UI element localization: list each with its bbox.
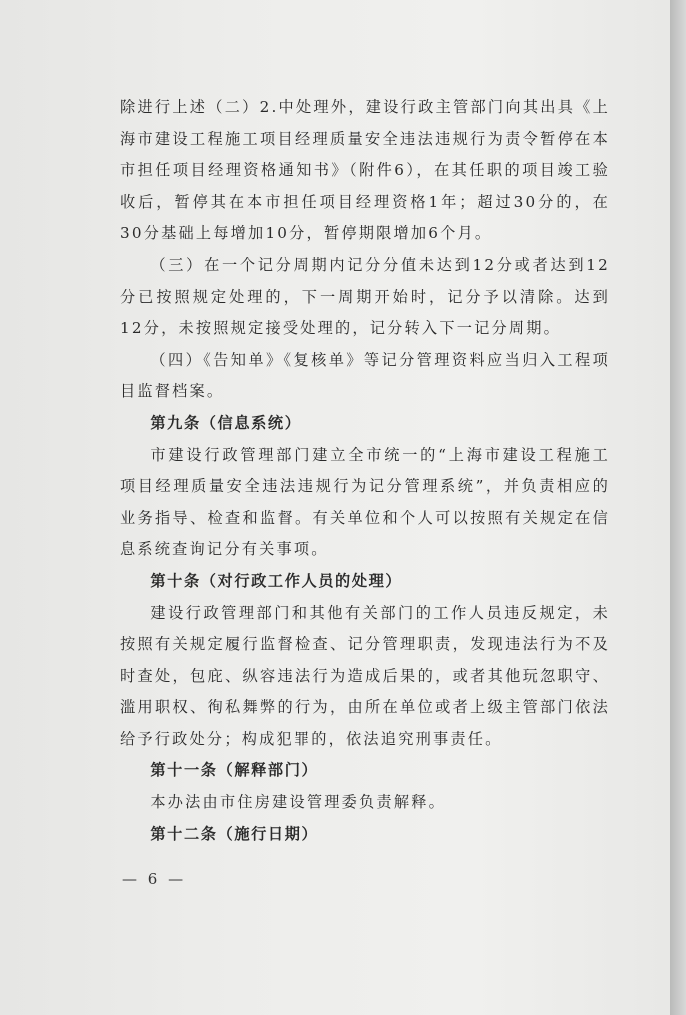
article-9-body: 市建设行政管理部门建立全市统一的“上海市建设工程施工项目经理质量安全违法违规行为记分管理系统”，并负责相应的业务指导、检查和监督。有关单位和个人可以按照有关规定在信息系统查询记分有关事项。 — [120, 445, 610, 559]
article-9-title: 第九条（信息系统） — [150, 413, 302, 432]
article-11-title: 第十一条（解释部门） — [150, 761, 319, 780]
page-stack-edge — [670, 0, 686, 1015]
article-10-title: 第十条（对行政工作人员的处理） — [150, 571, 403, 590]
paragraph-clause-4: （四）《告知单》《复核单》等记分管理资料应当归入工程项目监督档案。 — [120, 350, 610, 401]
article-10-body: 建设行政管理部门和其他有关部门的工作人员违反规定，未按照有关规定履行监督检查、记分管理职责，发现违法行为不及时查处，包庇、纵容违法行为造成后果的，或者其他玩忽职守、滥用职权、徇私舞弊的行为，由所在单位或者上级主管部门依法给予行政处分；构成犯罪的，依法追究刑事责任。 — [120, 603, 610, 748]
article-11-body: 本办法由市住房建设管理委负责解释。 — [150, 793, 446, 812]
page-number: — 6 — — [122, 870, 187, 888]
paragraph-continuation: 除进行上述（二）2.中处理外，建设行政主管部门向其出具《上海市建设工程施工项目经理质量安全违法违规行为责令暂停在本市担任项目经理资格通知书》（附件6），在其任职的项目竣工验收后，暂停其在本市担任项目经理资格1年；超过30分的，在30分基础上每增加10分，暂停期限增加6个月。 — [120, 98, 610, 243]
document-body — [120, 92, 610, 850]
paragraph-clause-3: （三）在一个记分周期内记分分值未达到12分或者达到12分已按照规定处理的，下一周期开始时，记分予以清除。达到12分，未按照规定接受处理的，记分转入下一记分周期。 — [120, 255, 610, 338]
article-12-title: 第十二条（施行日期） — [150, 824, 319, 843]
